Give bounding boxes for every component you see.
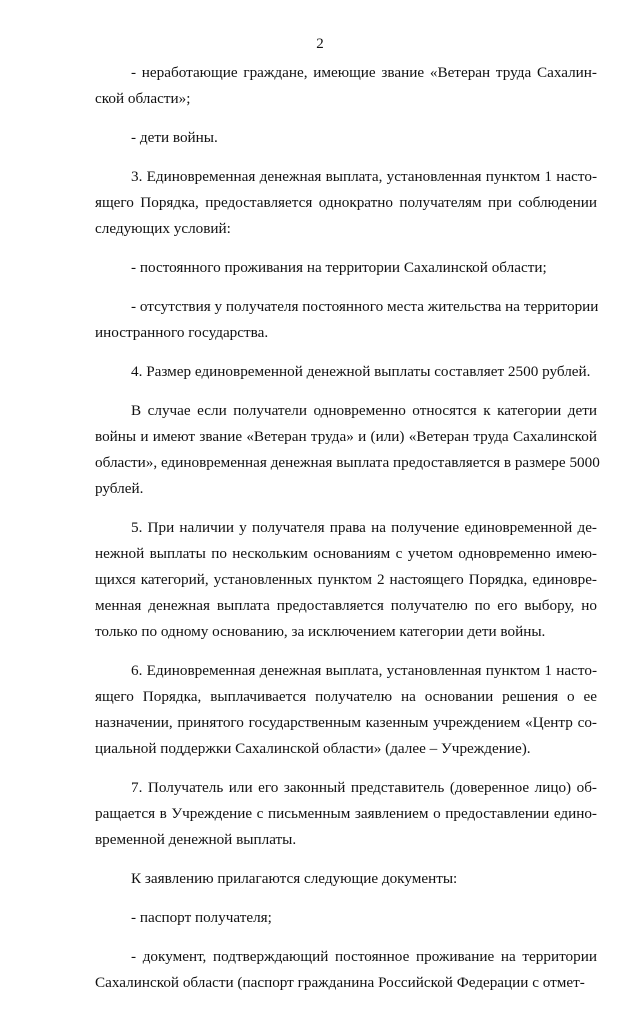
paragraph: [95, 398, 600, 502]
text-line: ящего Порядка, выплачивается получателю на основании решения о ее: [95, 688, 597, 705]
text-line: 3. Единовременная денежная выплата, установленная пунктом 1 насто-: [131, 168, 597, 185]
paragraph: [95, 515, 597, 645]
paragraph: [95, 866, 597, 892]
text-line: - дети войны.: [131, 129, 218, 146]
text-line: циальной поддержки Сахалинской области» (далее – Учреждение).: [95, 740, 531, 757]
text-line: назначении, принятого государственным казенным учреждением «Центр со-: [95, 714, 597, 731]
text-line: В случае если получатели одновременно относятся к категории дети: [131, 402, 597, 419]
paragraph: [95, 255, 597, 281]
paragraph: [95, 359, 597, 385]
text-line: - документ, подтверждающий постоянное проживание на территории: [131, 948, 597, 965]
paragraph: [95, 60, 597, 112]
text-line: - отсутствия у получателя постоянного места жительства на территории: [131, 298, 599, 315]
text-line: следующих условий:: [95, 220, 231, 237]
text-line: ращается в Учреждение с письменным заявлением о предоставлении едино-: [95, 805, 597, 822]
text-line: 6. Единовременная денежная выплата, установленная пунктом 1 насто-: [131, 662, 597, 679]
text-line: войны и имеют звание «Ветеран труда» и (или) «Ветеран труда Сахалинской: [95, 428, 597, 445]
text-line: - неработающие граждане, имеющие звание «Ветеран труда Сахалин-: [131, 64, 597, 81]
text-line: временной денежной выплаты.: [95, 831, 297, 848]
text-line: ской области»;: [95, 90, 191, 107]
text-line: только по одному основанию, за исключением категории дети войны.: [95, 623, 546, 640]
text-line: щихся категорий, установленных пунктом 2 настоящего Порядка, единовре-: [95, 571, 597, 588]
document-body: [95, 60, 600, 1009]
text-line: нежной выплаты по нескольким основаниям с учетом одновременно имею-: [95, 545, 597, 562]
text-line: рублей.: [95, 480, 144, 497]
text-line: К заявлению прилагаются следующие документы:: [131, 870, 458, 887]
text-line: менная денежная выплата предоставляется получателю по его выбору, но: [95, 597, 597, 614]
paragraph: [95, 164, 597, 242]
paragraph: [95, 905, 597, 931]
page-number: 2: [316, 36, 324, 52]
text-line: - паспорт получателя;: [131, 909, 272, 926]
paragraph: [95, 125, 597, 151]
paragraph: [95, 944, 597, 996]
paragraph: [95, 294, 597, 346]
text-line: 4. Размер единовременной денежной выплаты составляет 2500 рублей.: [131, 363, 591, 380]
text-line: 5. При наличии у получателя права на получение единовременной де-: [131, 519, 597, 536]
text-line: области», единовременная денежная выплата предоставляется в размере 5000: [95, 454, 600, 471]
text-line: Сахалинской области (паспорт гражданина Российской Федерации с отмет-: [95, 974, 585, 991]
paragraph: [95, 658, 597, 762]
text-line: иностранного государства.: [95, 324, 269, 341]
paragraph: [95, 775, 597, 853]
text-line: - постоянного проживания на территории Сахалинской области;: [131, 259, 547, 276]
text-line: ящего Порядка, предоставляется однократно получателям при соблюдении: [95, 194, 597, 211]
text-line: 7. Получатель или его законный представитель (доверенное лицо) об-: [131, 779, 597, 796]
